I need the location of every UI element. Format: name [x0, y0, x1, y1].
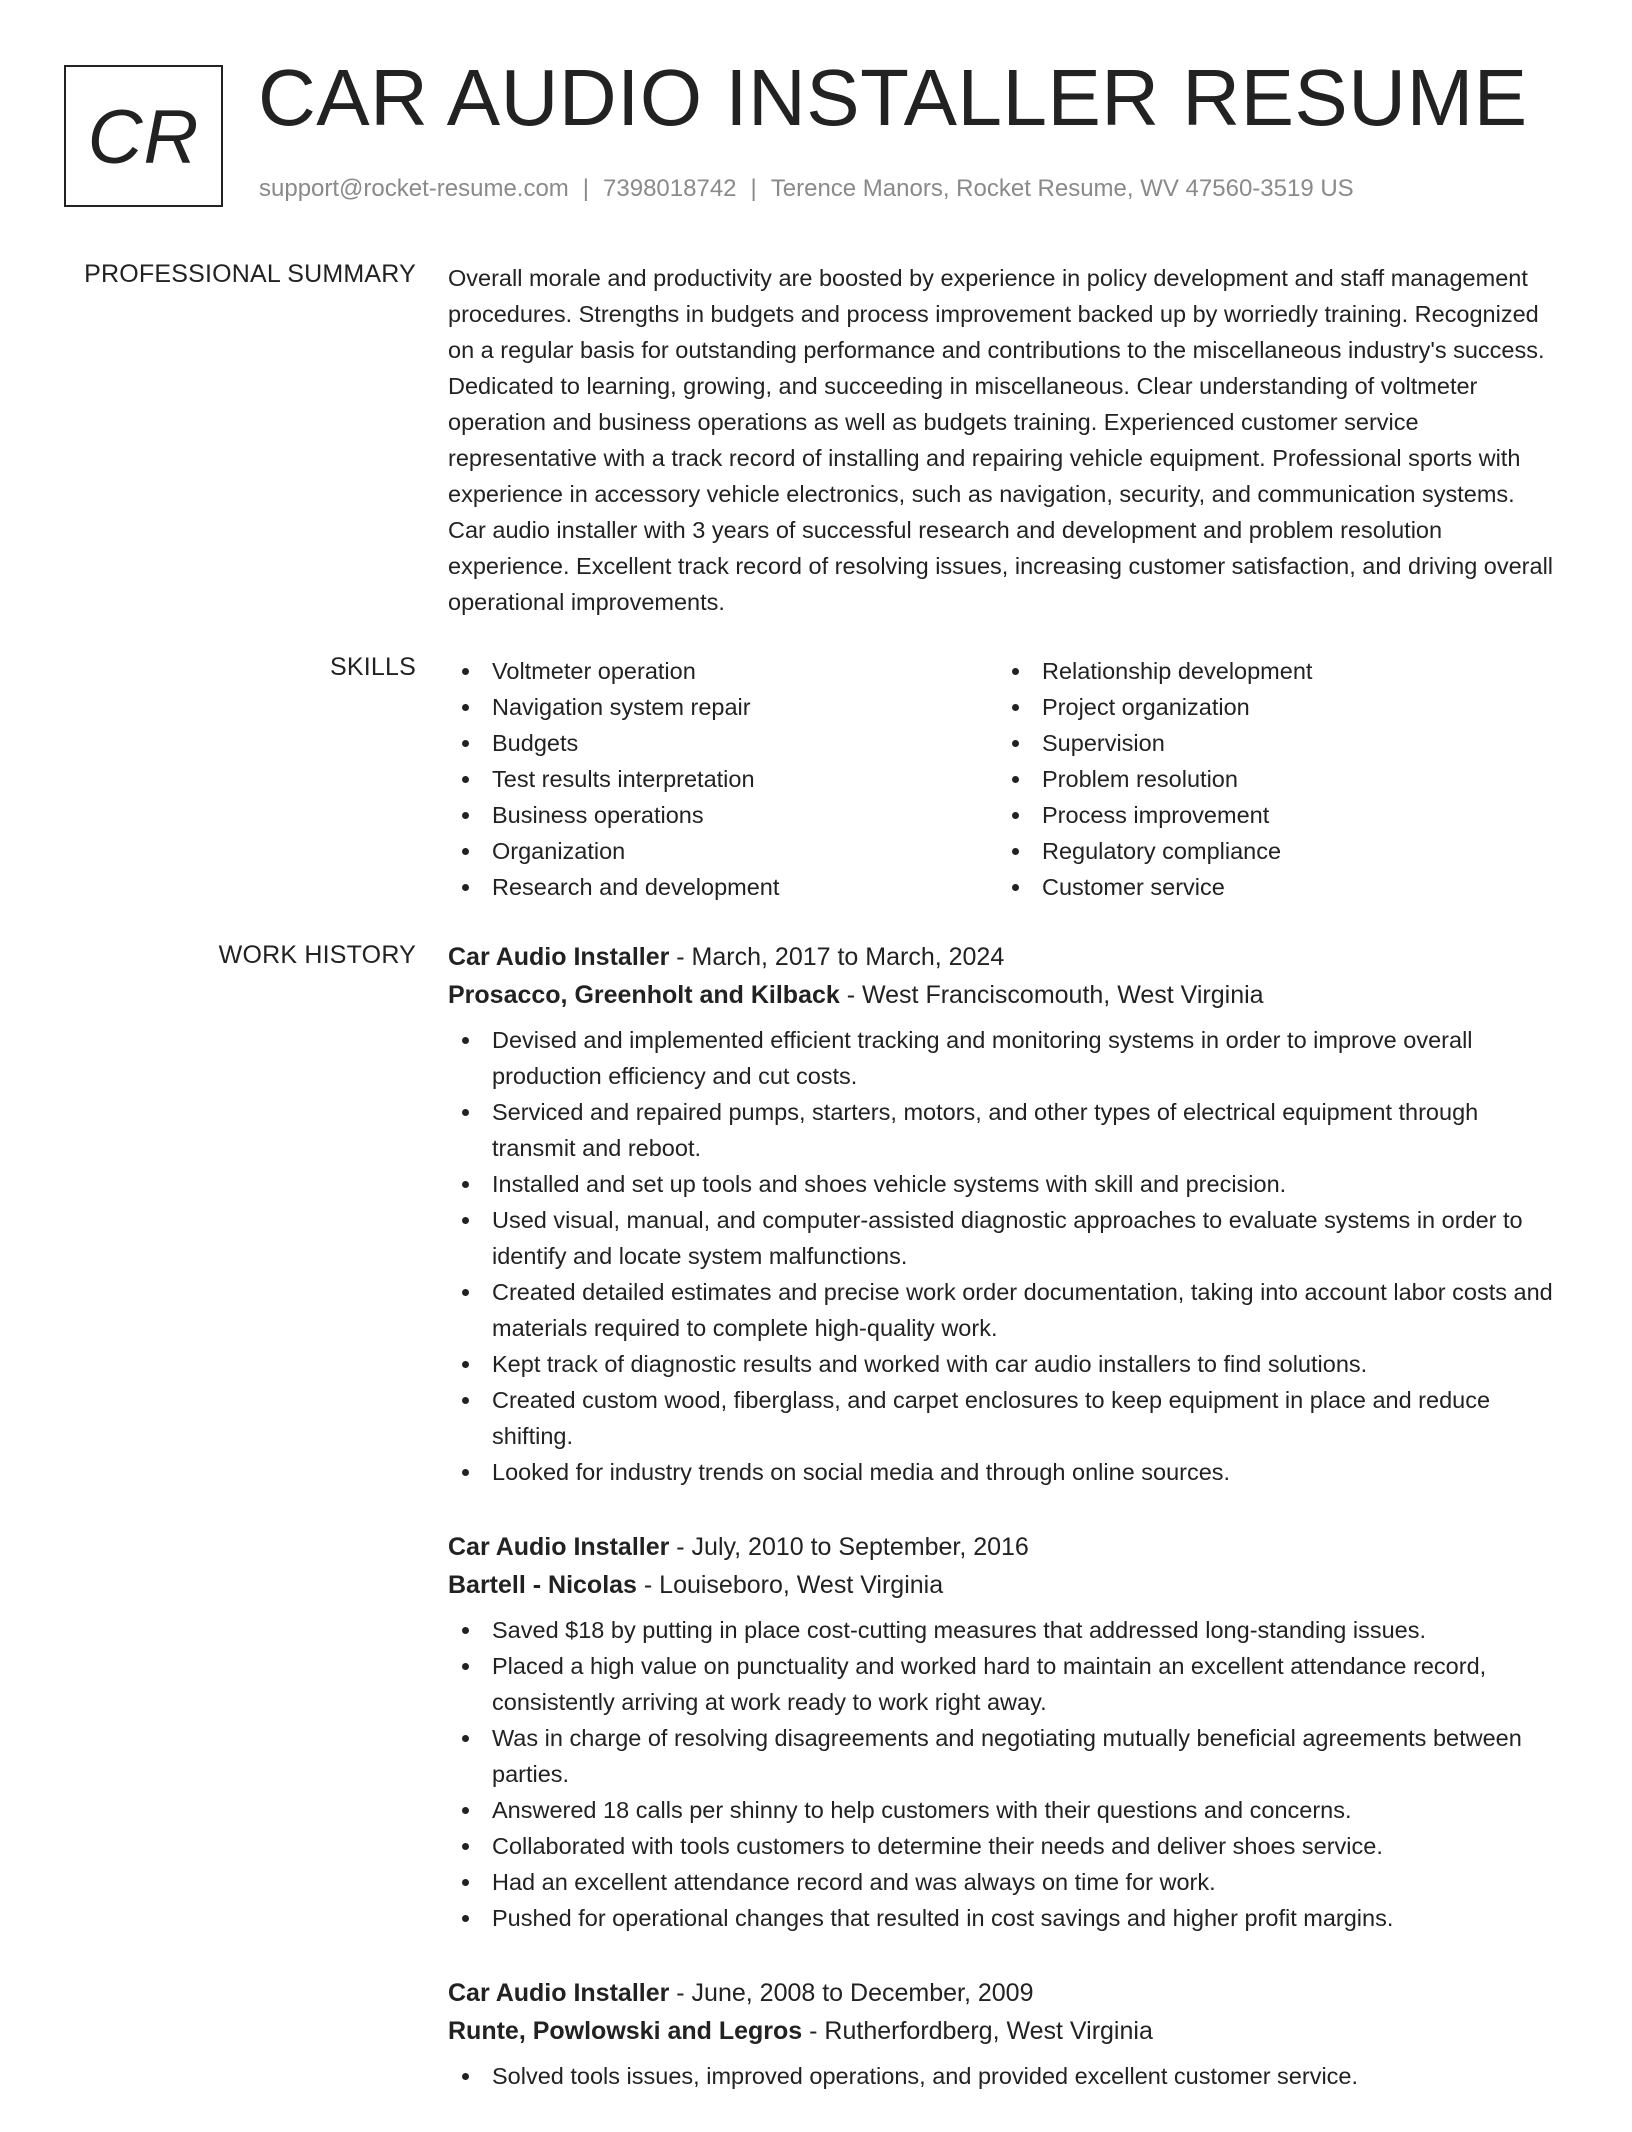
job-dates: - June, 2008 to December, 2009: [669, 1979, 1034, 2007]
skill-item: Research and development: [448, 869, 998, 905]
skill-item: Voltmeter operation: [448, 653, 998, 689]
job-company-line: [448, 2012, 1556, 2050]
job-title: Car Audio Installer: [448, 943, 670, 971]
skill-item: Regulatory compliance: [998, 833, 1548, 869]
job-bullets: [448, 1612, 1556, 1936]
skill-item: Process improvement: [998, 797, 1548, 833]
monogram-logo: [64, 65, 223, 207]
skill-item: Supervision: [998, 725, 1548, 761]
contact-address: Terence Manors, Rocket Resume, WV 47560-3519 US: [770, 175, 1354, 202]
job-bullet: Installed and set up tools and shoes vehicle systems with skill and precision.: [448, 1166, 1556, 1202]
contact-separator: |: [582, 175, 590, 202]
work-history-section: [448, 938, 1556, 2132]
job-company-line: [448, 1566, 1556, 1604]
job-bullet: Kept track of diagnostic results and worked with car audio installers to find solutions.: [448, 1346, 1556, 1382]
job-bullet: Collaborated with tools customers to determine their needs and deliver shoes service.: [448, 1828, 1556, 1864]
skills-heading: SKILLS: [330, 653, 416, 681]
job-dates: - March, 2017 to March, 2024: [669, 943, 1005, 971]
job-dates: - July, 2010 to September, 2016: [669, 1533, 1029, 1561]
work-history-heading: WORK HISTORY: [218, 941, 416, 969]
skill-item: Business operations: [448, 797, 998, 833]
job-entry: [448, 1528, 1556, 1936]
job-bullets: [448, 2058, 1556, 2094]
job-bullet: Placed a high value on punctuality and worked hard to maintain an excellent attendance record, consistently arriving at work ready to work right away.: [448, 1648, 1556, 1720]
job-company: Runte, Powlowski and Legros: [448, 2017, 803, 2045]
job-location: - Louiseboro, West Virginia: [636, 1571, 944, 1599]
skills-list-left: [448, 653, 998, 905]
skill-item: Organization: [448, 833, 998, 869]
job-bullet: Was in charge of resolving disagreements and negotiating mutually beneficial agreements between parties.: [448, 1720, 1556, 1792]
skill-item: Budgets: [448, 725, 998, 761]
skill-item: Project organization: [998, 689, 1548, 725]
job-title: Car Audio Installer: [448, 1533, 670, 1561]
job-title-line: [448, 938, 1556, 976]
skill-item: Problem resolution: [998, 761, 1548, 797]
summary-section: [448, 260, 1556, 620]
contact-phone: 7398018742: [603, 175, 737, 202]
skills-list-right: [998, 653, 1548, 905]
job-company: Bartell - Nicolas: [448, 1571, 637, 1599]
job-bullet: Had an excellent attendance record and was always on time for work.: [448, 1864, 1556, 1900]
summary-text: Overall morale and productivity are boosted by experience in policy development and staff management procedures. Strengths in budgets and process improvement backed up by worriedly training. Recognized on a regular basis for outstanding performance and contributions to the miscellaneous industry's success. Dedicated to learning, growing, and succeeding in miscellaneous. Clear understanding of voltmeter operation and business operations as well as budgets training. Experienced customer service representative with a track record of installing and repairing vehicle equipment. Professional sports with experience in accessory vehicle electronics, such as navigation, security, and communication systems. Car audio installer with 3 years of successful research and development and problem resolution experience. Excellent track record of resolving issues, increasing customer satisfaction, and driving overall operational improvements.: [448, 265, 1554, 615]
job-bullet: Created detailed estimates and precise work order documentation, taking into account labor costs and materials required to complete high-quality work.: [448, 1274, 1556, 1346]
job-bullet: Saved $18 by putting in place cost-cutting measures that addressed long-standing issues.: [448, 1612, 1556, 1648]
skill-item: Customer service: [998, 869, 1548, 905]
job-bullet: Created custom wood, fiberglass, and carpet enclosures to keep equipment in place and reduce shifting.: [448, 1382, 1556, 1454]
job-bullet: Devised and implemented efficient tracking and monitoring systems in order to improve overall production efficiency and cut costs.: [448, 1022, 1556, 1094]
job-bullet: Answered 18 calls per shinny to help customers with their questions and concerns.: [448, 1792, 1556, 1828]
job-location: - West Franciscomouth, West Virginia: [839, 981, 1264, 1009]
skill-item: Test results interpretation: [448, 761, 998, 797]
summary-heading: PROFESSIONAL SUMMARY: [84, 260, 416, 288]
job-bullet: Serviced and repaired pumps, starters, motors, and other types of electrical equipment through transmit and reboot.: [448, 1094, 1556, 1166]
job-bullet: Pushed for operational changes that resulted in cost savings and higher profit margins.: [448, 1900, 1556, 1936]
monogram-initials: CR: [87, 94, 200, 180]
job-company: Prosacco, Greenholt and Kilback: [448, 981, 840, 1009]
contact-line: [259, 175, 1354, 203]
job-entry: [448, 1974, 1556, 2094]
job-title-line: [448, 1528, 1556, 1566]
job-entry: [448, 938, 1556, 1490]
contact-separator: |: [750, 175, 757, 202]
job-location: - Rutherfordberg, West Virginia: [802, 2017, 1153, 2045]
job-bullets: [448, 1022, 1556, 1490]
skills-section: [448, 653, 1556, 905]
job-bullet: Used visual, manual, and computer-assisted diagnostic approaches to evaluate systems in order to identify and locate system malfunctions.: [448, 1202, 1556, 1274]
job-bullet: Solved tools issues, improved operations, and provided excellent customer service.: [448, 2058, 1556, 2094]
job-bullet: Looked for industry trends on social media and through online sources.: [448, 1454, 1556, 1490]
contact-email: support@rocket-resume.com: [259, 175, 569, 202]
job-company-line: [448, 976, 1556, 1014]
resume-title: CAR AUDIO INSTALLER RESUME: [258, 53, 1528, 142]
skill-item: Relationship development: [998, 653, 1548, 689]
job-title: Car Audio Installer: [448, 1979, 670, 2007]
skill-item: Navigation system repair: [448, 689, 998, 725]
job-title-line: [448, 1974, 1556, 2012]
